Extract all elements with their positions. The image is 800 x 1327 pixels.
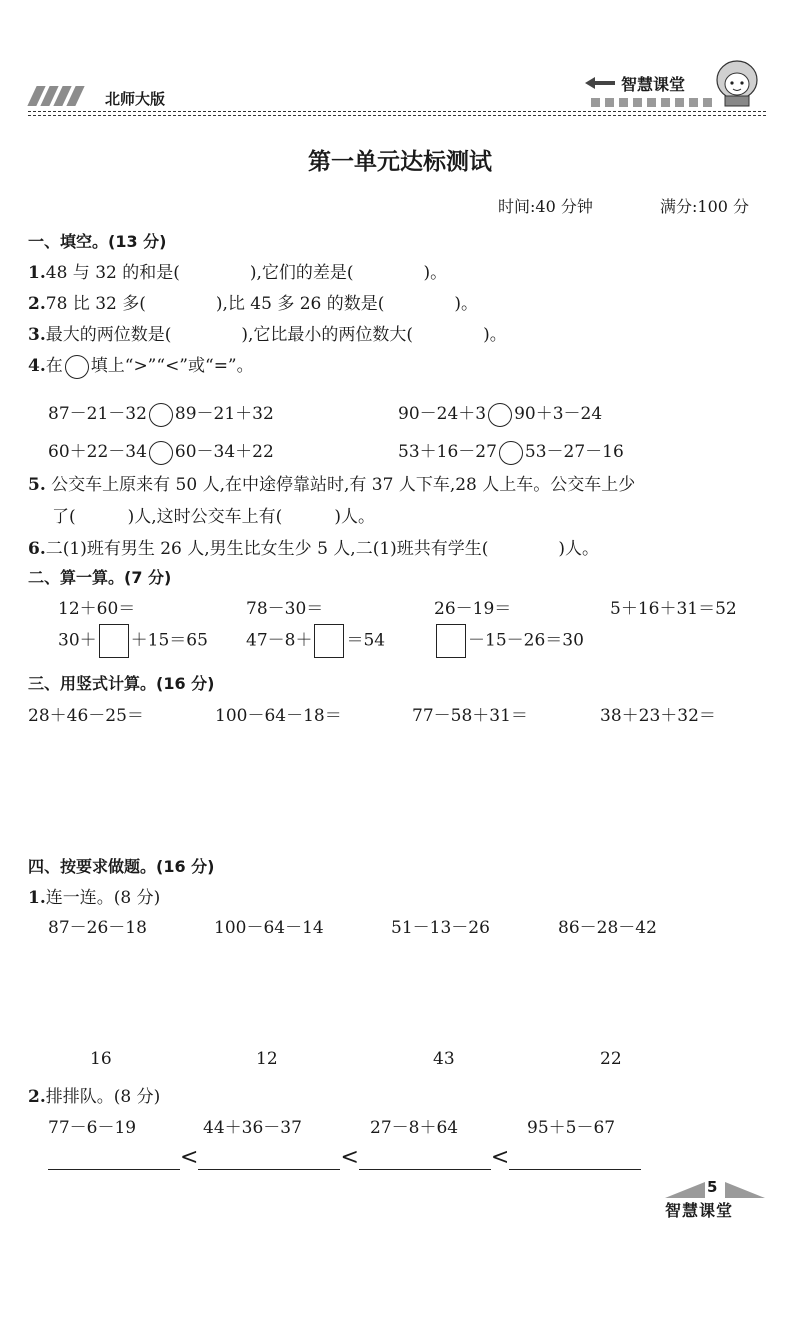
ordering-blanks [48,1145,641,1170]
connect-top-item[interactable]: 100－64－14 [214,918,324,938]
question-text: 连一连。(8 分) [45,888,161,908]
expression: ＝54 [346,630,386,651]
question-number: 2. [28,1087,46,1107]
connect-top-item[interactable]: 86－28－42 [558,918,657,938]
order-expression: 44＋36－37 [203,1118,302,1138]
question-text: )人。 [558,539,600,559]
connect-bottom-item[interactable]: 12 [256,1049,278,1069]
girl-mascot-icon [711,58,763,108]
page-title: 第一单元达标测试 [308,148,492,175]
header-divider [28,111,766,112]
expression: －15－26＝30 [468,630,584,651]
calc-expression: 5＋16＋31＝52 [610,599,737,619]
answer-line[interactable] [198,1149,340,1170]
expression: 53＋16－27 [398,442,497,462]
question-3 [28,320,507,345]
answer-line[interactable] [509,1149,641,1170]
question-text: )。 [423,263,448,283]
question-text: )。 [483,325,507,345]
fill-box-equation-2 [246,624,385,658]
expression: ＋15＝65 [130,630,208,651]
edition-label: 北师大版 [105,90,166,108]
question-2 [28,289,478,314]
question-number: 1. [28,263,46,283]
full-score: 满分:100 分 [660,197,750,216]
footer-brand: 智慧课堂 [665,1201,734,1220]
calc-expression: 78－30＝ [246,599,324,619]
less-than-sign: < [180,1145,199,1170]
question-text: 二(1)班有男生 26 人,男生比女生少 5 人,二(1)班共有学生( [45,539,489,559]
question-text: )。 [454,294,479,314]
expression: 87－21－32 [48,404,147,424]
section-2-heading: 二、算一算。(7 分) [28,568,172,587]
vertical-calc-expression: 28＋46－25＝ [28,706,144,726]
question-6 [28,534,599,559]
question-text: )人,这时公交车上有( [127,507,283,527]
question-text: 48 与 32 的和是( [45,263,180,283]
question-text: 排排队。(8 分) [45,1087,161,1107]
section-4-heading: 四、按要求做题。(16 分) [28,857,215,876]
answer-line[interactable] [359,1149,491,1170]
answer-box[interactable] [99,624,129,658]
expression: 47－8＋ [246,630,313,651]
expression: 90＋3－24 [514,404,603,424]
connect-bottom-item[interactable]: 43 [433,1049,455,1069]
order-expression: 27－8＋64 [370,1118,459,1138]
question-text: 了( [52,507,76,527]
question-text: 填上“>”“<”或“=”。 [90,356,254,376]
header-stripes-decoration [28,86,90,106]
connect-bottom-item[interactable]: 16 [90,1049,112,1069]
connect-top-item[interactable]: 87－26－18 [48,918,147,938]
compare-item-3 [48,437,274,465]
answer-box[interactable] [314,624,344,658]
question-number: 3. [28,325,46,345]
question-text: 在 [45,356,63,376]
question-text: ),它们的差是( [249,263,354,283]
expression: 89－21＋32 [174,404,274,424]
question-text: ),它比最小的两位数大( [241,325,414,345]
fill-box-equation-3 [434,624,584,658]
compare-item-2 [398,399,602,427]
vertical-calc-expression: 100－64－18＝ [215,706,342,726]
section-1-heading: 一、填空。(13 分) [28,232,167,251]
question-text: )人。 [334,507,375,527]
question-number: 6. [28,539,46,559]
vertical-calc-expression: 38＋23＋32＝ [600,706,716,726]
expression: 90－24＋3 [398,404,487,424]
arrow-icon [585,76,615,90]
compare-item-1 [48,399,274,427]
question-5 [28,470,635,495]
question-number: 2. [28,294,46,314]
question-text: 公交车上原来有 50 人,在中途停靠站时,有 37 人下车,28 人上车。公交车上少 [51,475,636,495]
question-order [28,1082,160,1107]
time-limit: 时间:40 分钟 [498,197,593,216]
answer-line[interactable] [48,1149,180,1170]
vertical-calc-expression: 77－58＋31＝ [412,706,528,726]
less-than-sign: < [490,1145,510,1170]
calc-expression: 12＋60＝ [58,599,136,619]
brand-title: 智慧课堂 [621,75,686,94]
expression: 53－27－16 [524,442,624,462]
question-4 [28,351,254,379]
order-expression: 77－6－19 [48,1118,137,1138]
circle-icon [65,355,89,379]
expression: 60＋22－34 [48,442,147,462]
compare-circle[interactable] [499,441,523,465]
question-text: ),比 45 多 26 的数是( [215,294,385,314]
compare-circle[interactable] [149,403,173,427]
calc-expression: 26－19＝ [434,599,512,619]
expression: 60－34＋22 [174,442,274,462]
question-number: 5. [28,475,46,495]
brand-logo [585,72,765,110]
question-text: 最大的两位数是( [45,325,172,345]
fill-box-equation-1 [58,624,208,658]
question-connect [28,883,160,908]
question-5-line-2 [52,502,375,527]
less-than-sign: < [340,1145,359,1170]
compare-circle[interactable] [488,403,512,427]
connect-top-item[interactable]: 51－13－26 [391,918,490,938]
question-number: 1. [28,888,46,908]
question-text: 78 比 32 多( [45,294,146,314]
compare-item-4 [398,437,624,465]
question-1 [28,258,447,283]
compare-circle[interactable] [149,441,173,465]
section-3-heading: 三、用竖式计算。(16 分) [28,674,215,693]
connect-bottom-item[interactable]: 22 [600,1049,622,1069]
answer-box[interactable] [436,624,466,658]
order-expression: 95＋5－67 [527,1118,616,1138]
expression: 30＋ [58,630,97,651]
question-number: 4. [28,356,46,376]
page-number: 5 [707,1178,718,1196]
header-divider-2 [28,115,766,116]
